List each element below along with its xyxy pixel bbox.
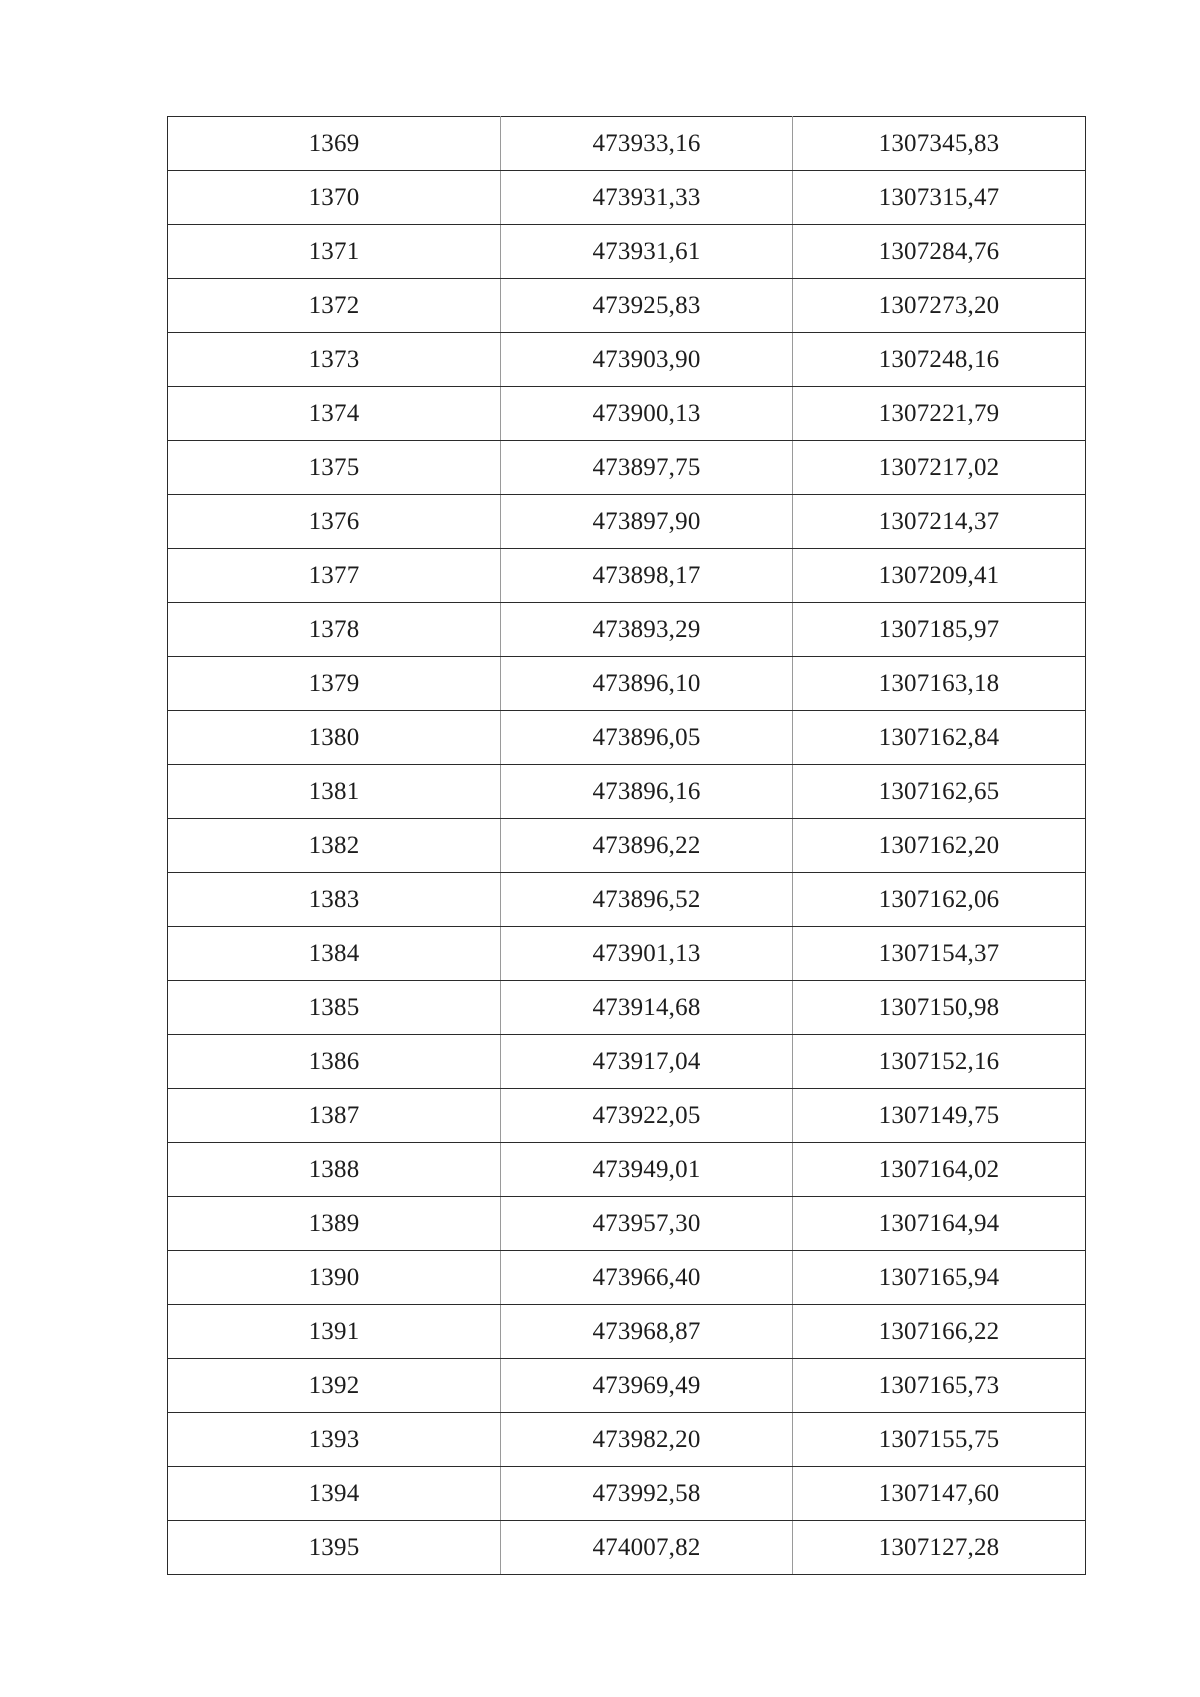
y-coordinate-cell: 1307315,47 bbox=[793, 171, 1086, 225]
table-row bbox=[168, 333, 1086, 387]
y-coordinate-cell: 1307273,20 bbox=[793, 279, 1086, 333]
point-number-cell: 1372 bbox=[168, 279, 501, 333]
point-number-cell: 1369 bbox=[168, 117, 501, 171]
point-number-cell: 1380 bbox=[168, 711, 501, 765]
x-coordinate-cell: 473896,22 bbox=[501, 819, 793, 873]
x-coordinate-cell: 473903,90 bbox=[501, 333, 793, 387]
x-coordinate-cell: 473931,61 bbox=[501, 225, 793, 279]
table-row bbox=[168, 765, 1086, 819]
x-coordinate-cell: 473893,29 bbox=[501, 603, 793, 657]
point-number-cell: 1384 bbox=[168, 927, 501, 981]
table-row bbox=[168, 873, 1086, 927]
y-coordinate-cell: 1307150,98 bbox=[793, 981, 1086, 1035]
table-row bbox=[168, 1305, 1086, 1359]
y-coordinate-cell: 1307162,84 bbox=[793, 711, 1086, 765]
y-coordinate-cell: 1307162,06 bbox=[793, 873, 1086, 927]
y-coordinate-cell: 1307164,02 bbox=[793, 1143, 1086, 1197]
y-coordinate-cell: 1307127,28 bbox=[793, 1521, 1086, 1575]
y-coordinate-cell: 1307166,22 bbox=[793, 1305, 1086, 1359]
x-coordinate-cell: 473925,83 bbox=[501, 279, 793, 333]
x-coordinate-cell: 473917,04 bbox=[501, 1035, 793, 1089]
point-number-cell: 1375 bbox=[168, 441, 501, 495]
point-number-cell: 1381 bbox=[168, 765, 501, 819]
x-coordinate-cell: 473897,75 bbox=[501, 441, 793, 495]
point-number-cell: 1390 bbox=[168, 1251, 501, 1305]
x-coordinate-cell: 473957,30 bbox=[501, 1197, 793, 1251]
y-coordinate-cell: 1307152,16 bbox=[793, 1035, 1086, 1089]
point-number-cell: 1385 bbox=[168, 981, 501, 1035]
point-number-cell: 1383 bbox=[168, 873, 501, 927]
x-coordinate-cell: 473896,52 bbox=[501, 873, 793, 927]
point-number-cell: 1374 bbox=[168, 387, 501, 441]
point-number-cell: 1394 bbox=[168, 1467, 501, 1521]
table-row bbox=[168, 1359, 1086, 1413]
table-row bbox=[168, 657, 1086, 711]
point-number-cell: 1388 bbox=[168, 1143, 501, 1197]
y-coordinate-cell: 1307185,97 bbox=[793, 603, 1086, 657]
y-coordinate-cell: 1307162,65 bbox=[793, 765, 1086, 819]
table-row bbox=[168, 225, 1086, 279]
point-number-cell: 1382 bbox=[168, 819, 501, 873]
table-row bbox=[168, 441, 1086, 495]
y-coordinate-cell: 1307147,60 bbox=[793, 1467, 1086, 1521]
table-row bbox=[168, 549, 1086, 603]
table-row bbox=[168, 1089, 1086, 1143]
x-coordinate-cell: 473931,33 bbox=[501, 171, 793, 225]
table-row bbox=[168, 279, 1086, 333]
y-coordinate-cell: 1307284,76 bbox=[793, 225, 1086, 279]
x-coordinate-cell: 473968,87 bbox=[501, 1305, 793, 1359]
point-number-cell: 1389 bbox=[168, 1197, 501, 1251]
point-number-cell: 1386 bbox=[168, 1035, 501, 1089]
x-coordinate-cell: 473898,17 bbox=[501, 549, 793, 603]
coordinates-table bbox=[167, 116, 1086, 1575]
table-row bbox=[168, 387, 1086, 441]
x-coordinate-cell: 473900,13 bbox=[501, 387, 793, 441]
table-row bbox=[168, 711, 1086, 765]
x-coordinate-cell: 473901,13 bbox=[501, 927, 793, 981]
y-coordinate-cell: 1307164,94 bbox=[793, 1197, 1086, 1251]
table-row bbox=[168, 981, 1086, 1035]
point-number-cell: 1392 bbox=[168, 1359, 501, 1413]
x-coordinate-cell: 473949,01 bbox=[501, 1143, 793, 1197]
y-coordinate-cell: 1307155,75 bbox=[793, 1413, 1086, 1467]
table-row bbox=[168, 495, 1086, 549]
y-coordinate-cell: 1307217,02 bbox=[793, 441, 1086, 495]
y-coordinate-cell: 1307165,73 bbox=[793, 1359, 1086, 1413]
table-row bbox=[168, 117, 1086, 171]
x-coordinate-cell: 473933,16 bbox=[501, 117, 793, 171]
y-coordinate-cell: 1307209,41 bbox=[793, 549, 1086, 603]
point-number-cell: 1376 bbox=[168, 495, 501, 549]
x-coordinate-cell: 473922,05 bbox=[501, 1089, 793, 1143]
y-coordinate-cell: 1307162,20 bbox=[793, 819, 1086, 873]
table-row bbox=[168, 1143, 1086, 1197]
y-coordinate-cell: 1307165,94 bbox=[793, 1251, 1086, 1305]
y-coordinate-cell: 1307214,37 bbox=[793, 495, 1086, 549]
table-row bbox=[168, 1197, 1086, 1251]
table-row bbox=[168, 1521, 1086, 1575]
x-coordinate-cell: 473896,05 bbox=[501, 711, 793, 765]
x-coordinate-cell: 473914,68 bbox=[501, 981, 793, 1035]
table-row bbox=[168, 603, 1086, 657]
point-number-cell: 1370 bbox=[168, 171, 501, 225]
point-number-cell: 1371 bbox=[168, 225, 501, 279]
point-number-cell: 1377 bbox=[168, 549, 501, 603]
y-coordinate-cell: 1307163,18 bbox=[793, 657, 1086, 711]
y-coordinate-cell: 1307221,79 bbox=[793, 387, 1086, 441]
point-number-cell: 1391 bbox=[168, 1305, 501, 1359]
point-number-cell: 1387 bbox=[168, 1089, 501, 1143]
table-row bbox=[168, 1467, 1086, 1521]
y-coordinate-cell: 1307248,16 bbox=[793, 333, 1086, 387]
x-coordinate-cell: 473897,90 bbox=[501, 495, 793, 549]
y-coordinate-cell: 1307154,37 bbox=[793, 927, 1086, 981]
x-coordinate-cell: 473969,49 bbox=[501, 1359, 793, 1413]
coordinates-table-body bbox=[168, 117, 1086, 1575]
table-row bbox=[168, 927, 1086, 981]
y-coordinate-cell: 1307345,83 bbox=[793, 117, 1086, 171]
x-coordinate-cell: 473896,10 bbox=[501, 657, 793, 711]
y-coordinate-cell: 1307149,75 bbox=[793, 1089, 1086, 1143]
point-number-cell: 1393 bbox=[168, 1413, 501, 1467]
table-row bbox=[168, 1413, 1086, 1467]
x-coordinate-cell: 474007,82 bbox=[501, 1521, 793, 1575]
table-row bbox=[168, 171, 1086, 225]
point-number-cell: 1373 bbox=[168, 333, 501, 387]
x-coordinate-cell: 473966,40 bbox=[501, 1251, 793, 1305]
point-number-cell: 1378 bbox=[168, 603, 501, 657]
x-coordinate-cell: 473982,20 bbox=[501, 1413, 793, 1467]
x-coordinate-cell: 473992,58 bbox=[501, 1467, 793, 1521]
point-number-cell: 1379 bbox=[168, 657, 501, 711]
point-number-cell: 1395 bbox=[168, 1521, 501, 1575]
x-coordinate-cell: 473896,16 bbox=[501, 765, 793, 819]
table-row bbox=[168, 1251, 1086, 1305]
table-row bbox=[168, 1035, 1086, 1089]
table-row bbox=[168, 819, 1086, 873]
